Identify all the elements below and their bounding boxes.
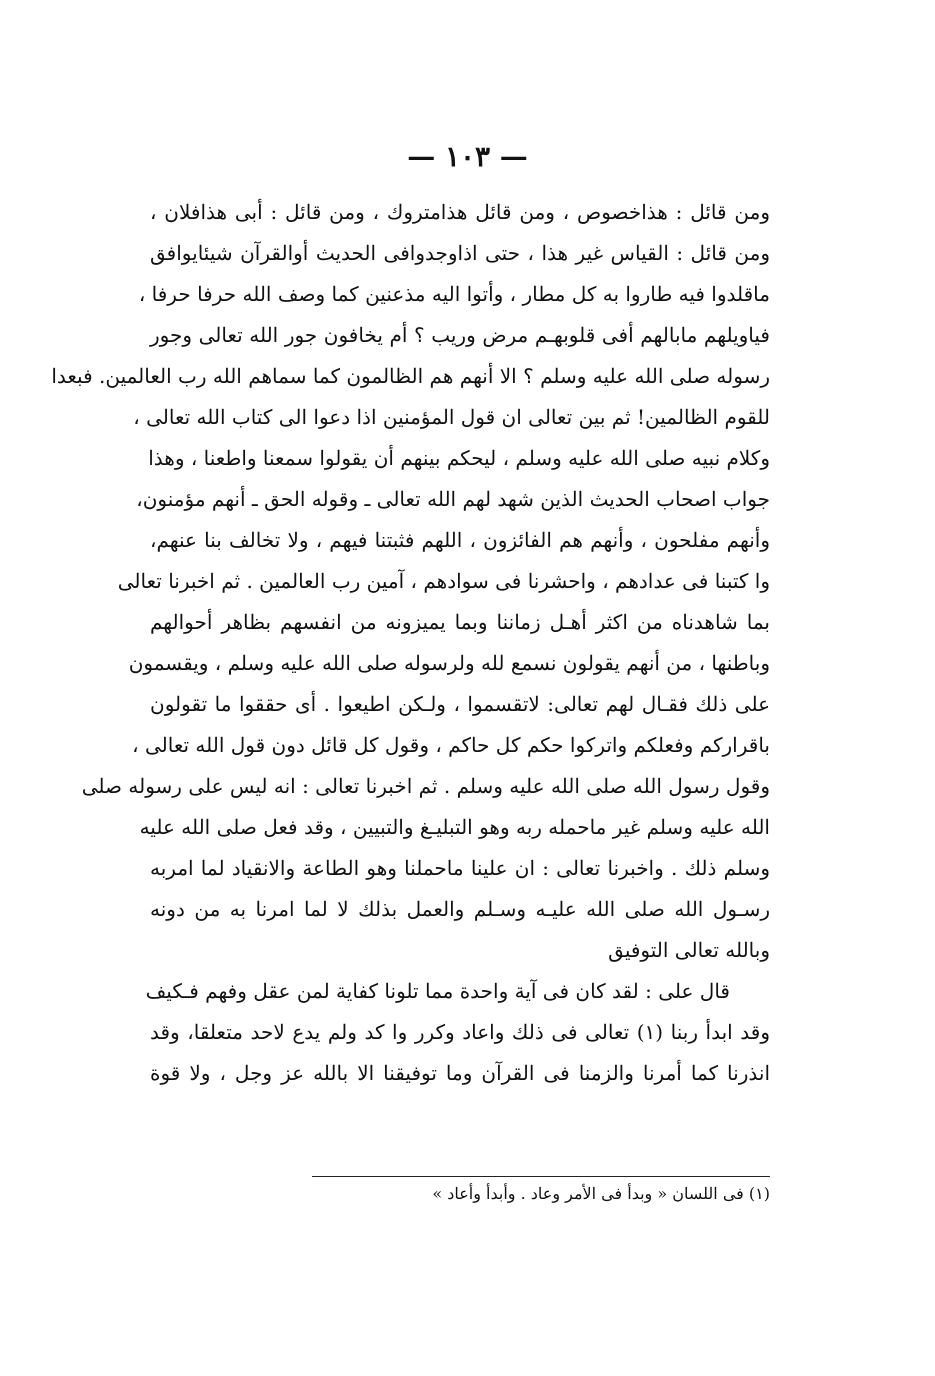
text-line: بما شاهدناه من اكثر أهـل زماننا وبما يميزونه من انفسهم بظاهر أحوالهم [150,610,770,634]
text-line: جواب اصحاب الحديث الذين شهد لهم الله تعالى ـ وقوله الحق ـ أنهم مؤمنون، [136,487,770,511]
text-line: وسلم ذلك . واخبرنا تعالى : ان علينا ماحملنا وهو الطاعة والانقياد لما امربه [150,856,770,880]
text-line: فياويلهم مابالهم أفى قلوبهـم مرض وريب ؟ أم يخافون جور الله تعالى وجور [150,323,770,347]
text-line: الله عليه وسلم غير ماحمله ربه وهو التبليـغ والتبيين ، وقد فعل صلى الله عليه [139,815,770,839]
text-line: انذرنا كما أمرنا والزمنا فى القرآن وما توفيقنا الا بالله عز وجل ، ولا قوة [150,1061,770,1085]
text-line: ومن قائل : هذاخصوص ، ومن قائل هذامتروك ، ومن قائل : أبى هذافلان ، [150,200,770,224]
text-line: باقراركم وفعلكم واتركوا حكم كل حاكم ، وقول كل قائل دون قول الله تعالى ، [132,733,770,757]
text-line: وكلام نبيه صلى الله عليه وسلم ، ليحكم بينهم أن يقولوا سمعنا واطعنا ، وهذا [148,446,770,470]
footnote-divider [312,1176,770,1177]
text-line: ومن قائل : القياس غير هذا ، حتى اذاوجدوافى الحديث أوالقرآن شيئايوافق [150,241,770,265]
text-line: وأنهم مفلحون ، وأنهم هم الفائزون ، اللهم فثبتنا فيهم ، ولا تخالف بنا عنهم، [150,528,770,552]
page-number: — ١٠٣ — [407,140,528,173]
text-line: رسوله صلى الله عليه وسلم ؟ الا أنهم هم الظالمون كما سماهم الله رب العالمين. فبعدا [51,364,770,388]
paragraph-start-line: قال على : لقد كان فى آية واحدة مما تلونا كفاية لمن عقل وفهم فـكيف [145,979,730,1003]
text-line: ماقلدوا فيه طاروا به كل مطار ، وأتوا اليه مذعنين كما وصف الله حرفا حرفا ، [138,282,770,306]
footnote: (١) فى اللسان « وبدأ فى الأمر وعاد . وأبدأ وأعاد » [432,1184,770,1203]
body-text [51,192,770,1094]
text-line: على ذلك فقـال لهم تعالى: لاتقسموا ، ولـكن اطيعوا . أى حققوا ما تقولون [150,692,770,716]
text-line: وقول رسول الله صلى الله عليه وسلم . ثم اخبرنا تعالى : انه ليس على رسوله صلى [81,774,770,798]
text-line: وبالله تعالى التوفيق [608,938,770,962]
text-line: وباطنها ، من أنهم يقولون نسمع لله ولرسوله صلى الله عليه وسلم ، ويقسمون [128,651,770,675]
text-line: للقوم الظالمين! ثم بين تعالى ان قول المؤمنين اذا دعوا الى كتاب الله تعالى ، [133,405,770,429]
text-line: وا كتبنا فى عدادهم ، واحشرنا فى سوادهم ، آمين رب العالمين . ثم اخبرنا تعالى [117,569,770,593]
text-line: رسـول الله صلى الله عليـه وسـلم والعمل بذلك لا لما امرنا به من دونه [150,897,770,921]
text-line: وقد ابدأ ربنا (١) تعالى فى ذلك واعاد وكرر وا كد ولم يدع لاحد متعلقا، وقد [150,1020,770,1044]
